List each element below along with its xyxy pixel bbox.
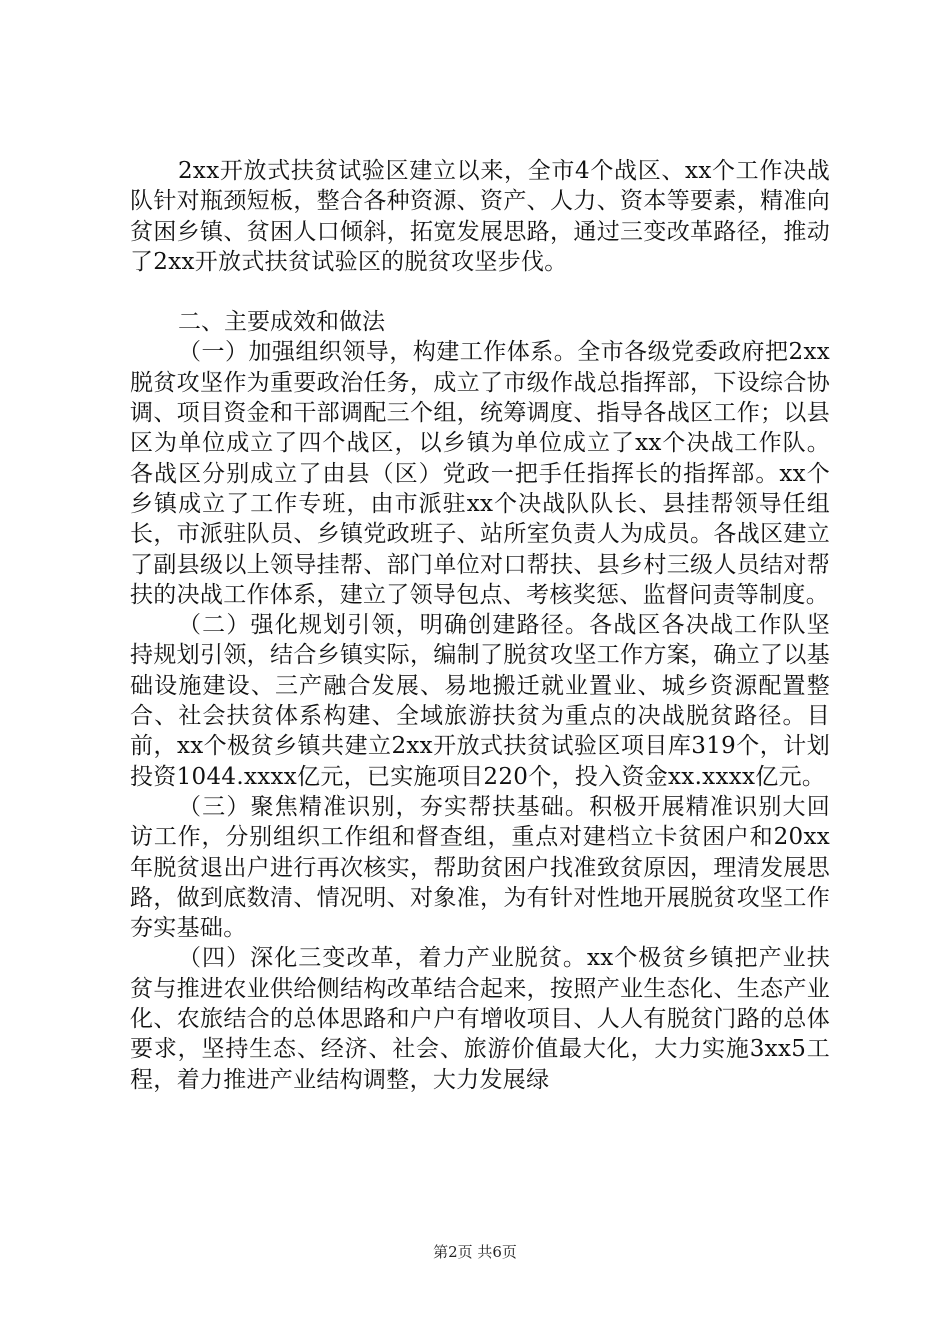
- paragraph-4: （四）深化三变改革，着力产业脱贫。xx个极贫乡镇把产业扶贫与推进农业供给侧结构改革结合起来，按照产业生态化、生态产业化、农旅结合的总体思路和户户有增收项目、人人有脱贫门路的总体要求，坚持生态、经济、社会、旅游价值最大化，大力实施3xx5工程，着力推进产业结构调整，大力发展绿: [130, 945, 830, 1093]
- paragraph-1: （一）加强组织领导，构建工作体系。全市各级党委政府把2xx脱贫攻坚作为重要政治任务，成立了市级作战总指挥部，下设综合协调、项目资金和干部调配三个组，统筹调度、指导各战区工作；以县区为单位成立了四个战区，以乡镇为单位成立了xx个决战工作队。各战区分别成立了由县（区）党政一把手任指挥长的指挥部。xx个乡镇成立了工作专班，由市派驻xx个决战队队长、县挂帮领导任组长，市派驻队员、乡镇党政班子、站所室负责人为成员。各战区建立了副县级以上领导挂帮、部门单位对口帮扶、县乡村三级人员结对帮扶的决战工作体系，建立了领导包点、考核奖惩、监督问责等制度。: [130, 339, 830, 608]
- intro-paragraph: 2xx开放式扶贫试验区建立以来，全市4个战区、xx个工作决战队针对瓶颈短板，整合各种资源、资产、人力、资本等要素，精准向贫困乡镇、贫困人口倾斜，拓宽发展思路，通过三变改革路径，推动了2xx开放式扶贫试验区的脱贫攻坚步伐。: [130, 158, 830, 275]
- document-body: [130, 156, 830, 1095]
- paragraph-gap: [130, 277, 830, 307]
- paragraph-3: （三）聚焦精准识别，夯实帮扶基础。积极开展精准识别大回访工作，分别组织工作组和督查组，重点对建档立卡贫困户和20xx年脱贫退出户进行再次核实，帮助贫困户找准致贫原因，理清发展思路，做到底数清、情况明、对象准，为有针对性地开展脱贫攻坚工作夯实基础。: [130, 793, 830, 942]
- paragraph-2: （二）强化规划引领，明确创建路径。各战区各决战工作队坚持规划引领，结合乡镇实际，编制了脱贫攻坚工作方案，确立了以基础设施建设、三产融合发展、易地搬迁就业置业、城乡资源配置整合、社会扶贫体系构建、全域旅游扶贫为重点的决战脱贫路径。目前，xx个极贫乡镇共建立2xx开放式扶贫试验区项目库319个，计划投资1044.xxxx亿元，已实施项目220个，投入资金xx.xxxx亿元。: [130, 612, 830, 790]
- section-heading: 二、主要成效和做法: [178, 309, 385, 336]
- page-footer: [0, 1242, 950, 1262]
- page-number-label: 第2页 共6页: [433, 1243, 517, 1261]
